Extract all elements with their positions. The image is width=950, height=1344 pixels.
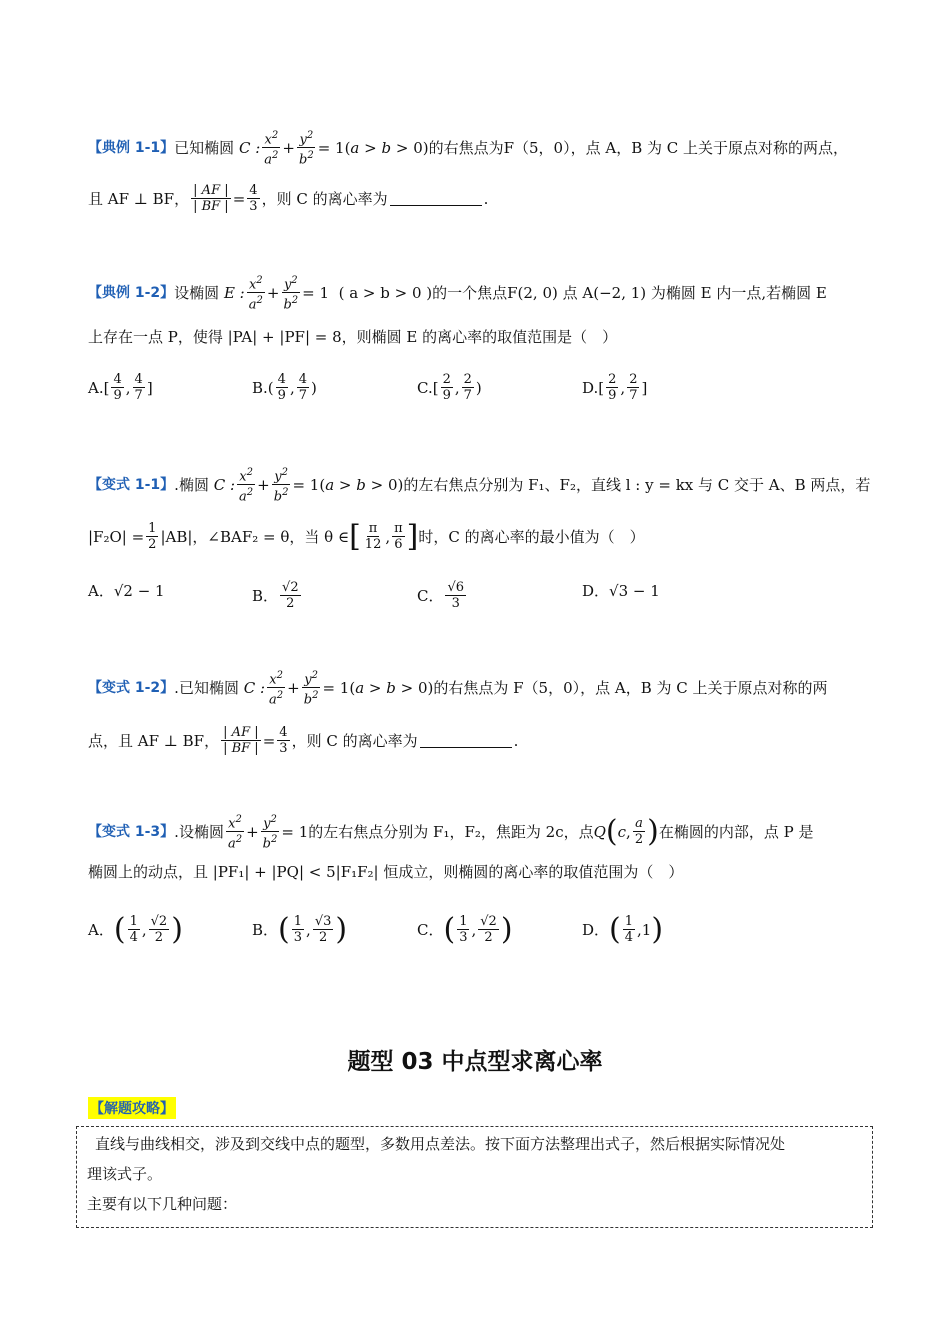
variant-1-1-text-e: 时，C 的离心率的最小值为（ ） <box>418 527 645 546</box>
variant-1-1-line1: 【变式 1-1】 .椭圆 C : $\frac{x^2}{a^2}$ + $\frac{y^2}{b^2}$ = 1(a > b > 0) 的左右焦点分别为 F₁、F₂，直线 l : y = kx 与 C 交于 A、B 两点，若 <box>88 467 871 505</box>
option-b[interactable]: B. ( $\frac{4}{9}$ , $\frac{4}{7}$ ) <box>252 372 317 403</box>
option-d-label: D. <box>582 378 599 397</box>
example-1-2-text-b: ( a > b > 0 )的一个焦点 <box>338 283 508 302</box>
section-title: 题型 03 中点型求离心率 <box>347 1049 603 1075</box>
option-b-label: B． <box>252 586 279 605</box>
example-1-1-text-d: 且 AF ⊥ BF， <box>88 189 190 208</box>
variant-1-2-tag: 【变式 1-2】 <box>88 679 175 696</box>
variant-1-3-text-c: 在椭圆的内部，点 P 是 <box>658 822 814 841</box>
option-d[interactable] <box>582 580 660 602</box>
variant-1-3-text-d: 椭圆上的动点，且 |PF₁| + |PQ| < 5|F₁F₂| 恒成立，则椭圆的离心率的取值范围为（ ） <box>88 863 684 881</box>
variant-1-1-text-a: .椭圆 <box>174 475 209 494</box>
option-b[interactable]: B． $\frac{√2}{2}$ <box>252 580 299 611</box>
option-b-label: B. <box>252 378 268 397</box>
variant-1-2-line2: 点，且 AF ⊥ BF， $\frac{| AF |}{| BF |}$ = $\frac{4}{3}$ ，则 C 的离心率为 . <box>88 725 519 756</box>
example-1-1-line1: 【典例 1-1】 已知椭圆 C : $\frac{x^2}{a^2}$ + $\frac{y^2}{b^2}$ = 1(a > b > 0) 的右焦点为 F（5，0），点 A，B 为 C 上关于原点对称的两点， <box>88 130 849 168</box>
example-1-1-text-c: F（5，0），点 A，B 为 C 上关于原点对称的两点， <box>503 138 849 157</box>
variant-1-1-text-d: |AB|，∠BAF₂ = θ，当 θ ∈ <box>160 527 350 546</box>
period: . <box>513 731 519 750</box>
answer-blank[interactable] <box>390 191 482 206</box>
variant-1-3-text-a: .设椭圆 <box>174 822 224 841</box>
variant-1-1-text-b: 的左右焦点分别为 F₁、F₂，直线 l : y = kx 与 C 交于 A、B 两点，若 <box>403 475 871 494</box>
variant-1-2-text-a: .已知椭圆 <box>174 678 239 697</box>
variant-1-3-text-b: 的左右焦点分别为 F₁，F₂，焦距为 2c，点 <box>308 822 594 841</box>
variant-1-2-text-d: ，则 C 的离心率为 <box>291 731 418 750</box>
example-1-2-tag: 【典例 1-2】 <box>88 284 175 301</box>
variant-1-3-line2 <box>88 861 870 883</box>
option-a[interactable]: A. [ $\frac{4}{9}$ , $\frac{4}{7}$ ] <box>88 372 153 403</box>
option-d-label: D． <box>582 920 610 939</box>
answer-blank[interactable] <box>420 733 512 748</box>
example-1-2-line1: 【典例 1-2】 设椭圆 E : $\frac{x^2}{a^2}$ + $\frac{y^2}{b^2}$ = 1 ( a > b > 0 )的一个焦点 F(2, 0) 点 A(−2, 1) 为椭圆 E 内一点,若椭圆 E <box>88 275 827 313</box>
option-a-label: A. <box>88 378 104 397</box>
option-a-label: A． <box>88 920 114 939</box>
variant-1-1-text-c: |F₂O| = <box>88 527 145 546</box>
option-c-label: C. <box>417 378 433 397</box>
variant-1-2-text-b: 的右焦点为 F（5，0），点 A，B 为 C 上关于原点对称的两 <box>433 678 828 697</box>
option-b[interactable]: B． ( $\frac{1}{3}$ , $\frac{√3}{2}$ ) <box>252 911 348 947</box>
option-d-label: D．√3 − 1 <box>582 582 660 600</box>
example-1-2-text-c: F(2, 0) 点 A(−2, 1) 为椭圆 E 内一点,若椭圆 E <box>507 283 827 302</box>
period: . <box>483 189 489 208</box>
example-1-2-line2 <box>88 326 870 348</box>
example-1-1-text-a: 已知椭圆 <box>174 138 235 157</box>
example-1-1-text-b: 的右焦点为 <box>428 138 504 157</box>
strategy-paragraph-2: 理该式子。 <box>87 1165 163 1183</box>
example-1-1-tag: 【典例 1-1】 <box>88 139 175 156</box>
strategy-paragraph-1: 直线与曲线相交，涉及到交线中点的题型，多数用点差法。按下面方法整理出式子，然后根据实际情况处 <box>95 1135 786 1153</box>
strategy-box <box>76 1126 873 1228</box>
option-d[interactable]: D. [ $\frac{2}{9}$ , $\frac{2}{7}$ ] <box>582 372 648 403</box>
example-1-1-line2: 且 AF ⊥ BF， $\frac{| AF |}{| BF |}$ = $\frac{4}{3}$ ，则 C 的离心率为 . <box>88 183 489 214</box>
variant-1-1-line2: |F₂O| = $\frac{1}{2}$ |AB|，∠BAF₂ = θ，当 θ ∈ [ $\frac{\pi}{12}$ , $\frac{\pi}{6}$ ] 时，C 的离心率的最小值为（ ） <box>88 518 645 554</box>
strategy-tag: 【解题攻略】 <box>88 1097 176 1119</box>
example-1-2-text-a: 设椭圆 <box>174 283 220 302</box>
option-a-label: A．√2 − 1 <box>88 582 165 600</box>
option-c[interactable]: C. [ $\frac{2}{9}$ , $\frac{2}{7}$ ) <box>417 372 482 403</box>
example-1-1-text-e: ，则 C 的离心率为 <box>261 189 388 208</box>
option-c[interactable]: C． ( $\frac{1}{3}$ , $\frac{√2}{2}$ ) <box>417 911 513 947</box>
option-a[interactable] <box>88 580 165 602</box>
variant-1-1-tag: 【变式 1-1】 <box>88 476 175 493</box>
option-d[interactable]: D． ( $\frac{1}{4}$ ,1 ) <box>582 911 664 947</box>
strategy-paragraph-3: 主要有以下几种问题： <box>87 1195 238 1213</box>
option-c-label: C． <box>417 586 444 605</box>
variant-1-3-line1: 【变式 1-3】 .设椭圆 $\frac{x^2}{a^2}$ + $\frac{y^2}{b^2}$ = 1 的左右焦点分别为 F₁，F₂，焦距为 2c，点 Q ( c , $\frac{a}{2}$ ) 在椭圆的内部，点 P 是 <box>88 813 814 852</box>
variant-1-2-text-c: 点，且 AF ⊥ BF， <box>88 731 220 750</box>
variant-1-2-line1: 【变式 1-2】 .已知椭圆 C : $\frac{x^2}{a^2}$ + $\frac{y^2}{b^2}$ = 1(a > b > 0) 的右焦点为 F（5，0），点 A，B 为 C 上关于原点对称的两 <box>88 670 828 708</box>
option-c-label: C． <box>417 920 444 939</box>
example-1-2-text-d: 上存在一点 P，使得 |PA| + |PF| = 8，则椭圆 E 的离心率的取值范围是（ ） <box>88 328 618 346</box>
option-a[interactable]: A． ( $\frac{1}{4}$ , $\frac{√2}{2}$ ) <box>88 911 183 947</box>
option-c[interactable]: C． $\frac{√6}{3}$ <box>417 580 465 611</box>
variant-1-3-tag: 【变式 1-3】 <box>88 823 175 840</box>
option-b-label: B． <box>252 920 279 939</box>
